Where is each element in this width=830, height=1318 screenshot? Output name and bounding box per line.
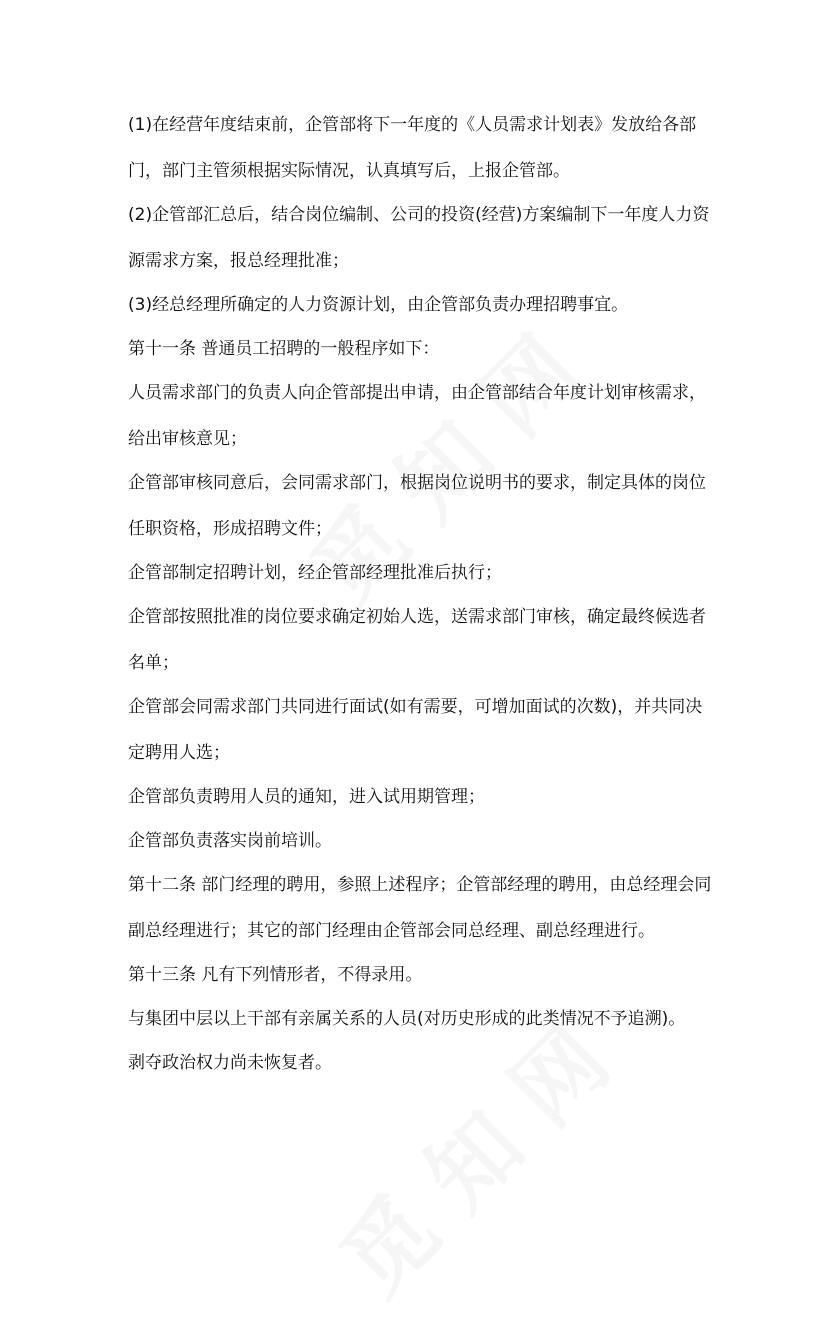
text-line: 人员需求部门的负责人向企管部提出申请，由企管部结合年度计划审核需求， (128, 383, 706, 403)
text-line: 门，部门主管须根据实际情况，认真填写后，上报企管部。 (128, 161, 570, 181)
text-line: 定聘用人选； (128, 743, 230, 763)
article-heading: 第十二条 部门经理的聘用，参照上述程序；企管部经理的聘用，由总经理会同 (128, 875, 712, 895)
text-line: 与集团中层以上干部有亲属关系的人员(对历史形成的此类情况不予追溯)。 (128, 1009, 686, 1029)
text-line: 源需求方案，报总经理批准； (128, 251, 349, 271)
text-line: 企管部审核同意后，会同需求部门，根据岗位说明书的要求，制定具体的岗位 (128, 473, 706, 493)
article-heading: 第十一条 普通员工招聘的一般程序如下： (128, 339, 440, 359)
text-line: 副总经理进行；其它的部门经理由企管部会同总经理、副总经理进行。 (128, 921, 655, 941)
text-line: (3)经总经理所确定的人力资源计划，由企管部负责办理招聘事宜。 (128, 295, 629, 315)
text-line: 任职资格，形成招聘文件； (128, 519, 332, 539)
text-line: 企管部按照批准的岗位要求确定初始人选，送需求部门审核，确定最终候选者 (128, 607, 706, 627)
text-line: 名单； (128, 653, 179, 673)
article-heading: 第十三条 凡有下列情形者，不得录用。 (128, 965, 423, 985)
text-line: (1)在经营年度结束前，企管部将下一年度的《人员需求计划表》发放给各部 (128, 115, 697, 135)
text-line: 企管部负责聘用人员的通知，进入试用期管理； (128, 787, 485, 807)
text-line: 给出审核意见； (128, 429, 247, 449)
text-line: 企管部负责落实岗前培训。 (128, 831, 332, 851)
text-line: 剥夺政治权力尚未恢复者。 (128, 1053, 332, 1073)
document-body (128, 112, 718, 1076)
text-line: (2)企管部汇总后，结合岗位编制、公司的投资(经营)方案编制下一年度人力资 (128, 205, 710, 225)
text-line: 企管部会同需求部门共同进行面试(如有需要，可增加面试的次数)，并共同决 (128, 697, 703, 717)
text-line: 企管部制定招聘计划，经企管部经理批准后执行； (128, 563, 502, 583)
